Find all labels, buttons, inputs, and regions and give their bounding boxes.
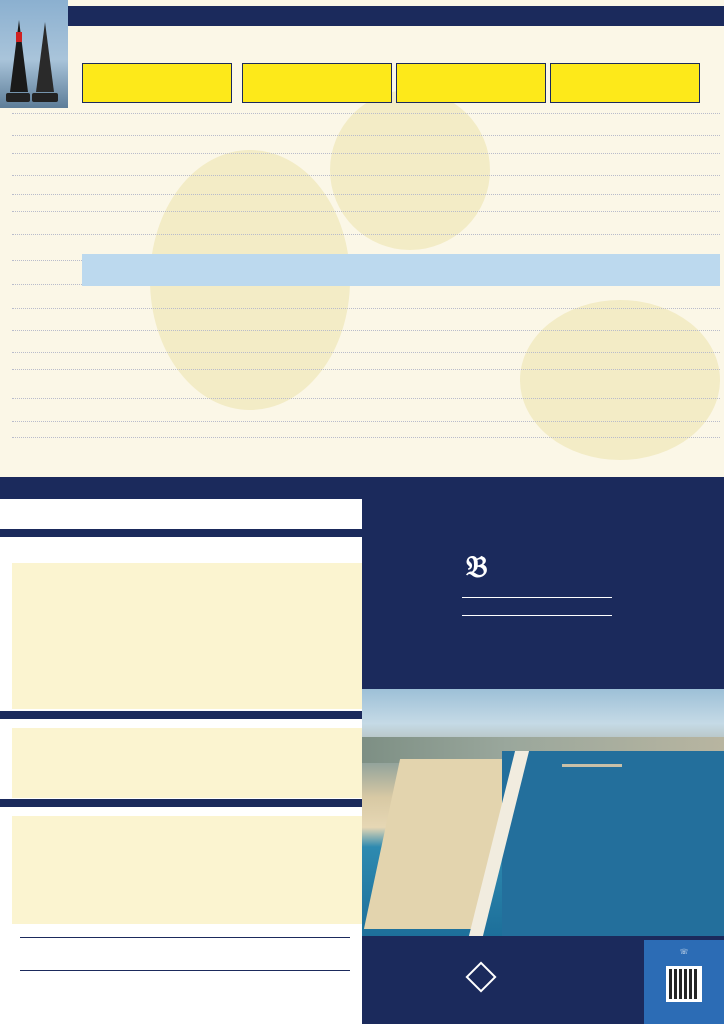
altres-title [0, 799, 362, 807]
time-row-divider [12, 308, 720, 309]
estands-title [0, 711, 362, 719]
activity-d1-postrace [82, 312, 234, 320]
day-title-2 [242, 63, 392, 103]
day-title-4 [550, 63, 700, 103]
activity-d3-prerace [396, 238, 548, 246]
activity-d2-prerace [242, 238, 394, 246]
activity-d1-interviews [82, 212, 234, 227]
activity-d4-prizes [550, 329, 702, 344]
altres-box [12, 816, 362, 924]
activity-d3-circus [396, 135, 548, 143]
brand-column: 𝔅 ☏ [362, 499, 724, 1024]
time-row-divider [12, 175, 720, 176]
schedule-section [0, 0, 724, 477]
activity-d4-interviews [550, 212, 702, 227]
time-row-divider [12, 194, 720, 195]
activity-d4-close [550, 422, 702, 430]
activity-d4-prerace [550, 238, 702, 246]
day-title-1 [82, 63, 232, 103]
activity-d4-postrace [550, 312, 702, 320]
activity-d1-castellers [82, 290, 234, 298]
activity-d2-interviews [242, 212, 394, 227]
activity-d3-comparsa [396, 290, 548, 298]
gastro-title [0, 529, 362, 537]
activity-d3-close [396, 443, 548, 451]
day-title-3 [396, 63, 546, 103]
estands-box [12, 728, 362, 798]
qr-code[interactable] [666, 966, 702, 1002]
app-icon: ☏ [679, 949, 689, 956]
info-column [0, 499, 362, 1024]
time-row-divider [12, 352, 720, 353]
activity-d3-interviews [396, 212, 548, 227]
coast-photo [362, 689, 724, 936]
activity-d3-band [396, 396, 548, 411]
activity-d4-brass [550, 371, 702, 386]
activity-d2-music [242, 396, 394, 411]
activity-d2-falcons [242, 290, 394, 298]
activity-d2-radio [242, 110, 394, 118]
activity-d3-race-village-open [396, 110, 548, 125]
activity-d1-practice [82, 255, 234, 263]
time-row-divider [12, 234, 720, 235]
ajuntament-logo-icon [465, 961, 496, 992]
activity-d2-close [242, 443, 394, 451]
time-row-divider [12, 135, 720, 136]
activity-d1-jazz [82, 396, 234, 411]
time-row-divider [12, 437, 720, 438]
activity-d3-race [396, 255, 548, 263]
activity-d4-bestiary [550, 286, 702, 301]
activity-d2-postrace [242, 312, 394, 320]
activity-d3-postrace [396, 312, 548, 320]
activity-d4-race-village-open [550, 110, 702, 125]
time-row-divider [12, 369, 720, 370]
activity-d2-race-village-open [242, 153, 394, 168]
gastro-box [12, 563, 362, 709]
racing-boat-photo [0, 0, 68, 108]
schedule-header [68, 6, 724, 26]
activity-d4-race [550, 255, 702, 263]
activity-d1-close [82, 443, 234, 451]
activity-d1-race-village-open [82, 153, 234, 168]
activity-d2-race [242, 255, 394, 263]
spectators-band [0, 477, 724, 499]
activity-d1-prerace [82, 238, 234, 246]
